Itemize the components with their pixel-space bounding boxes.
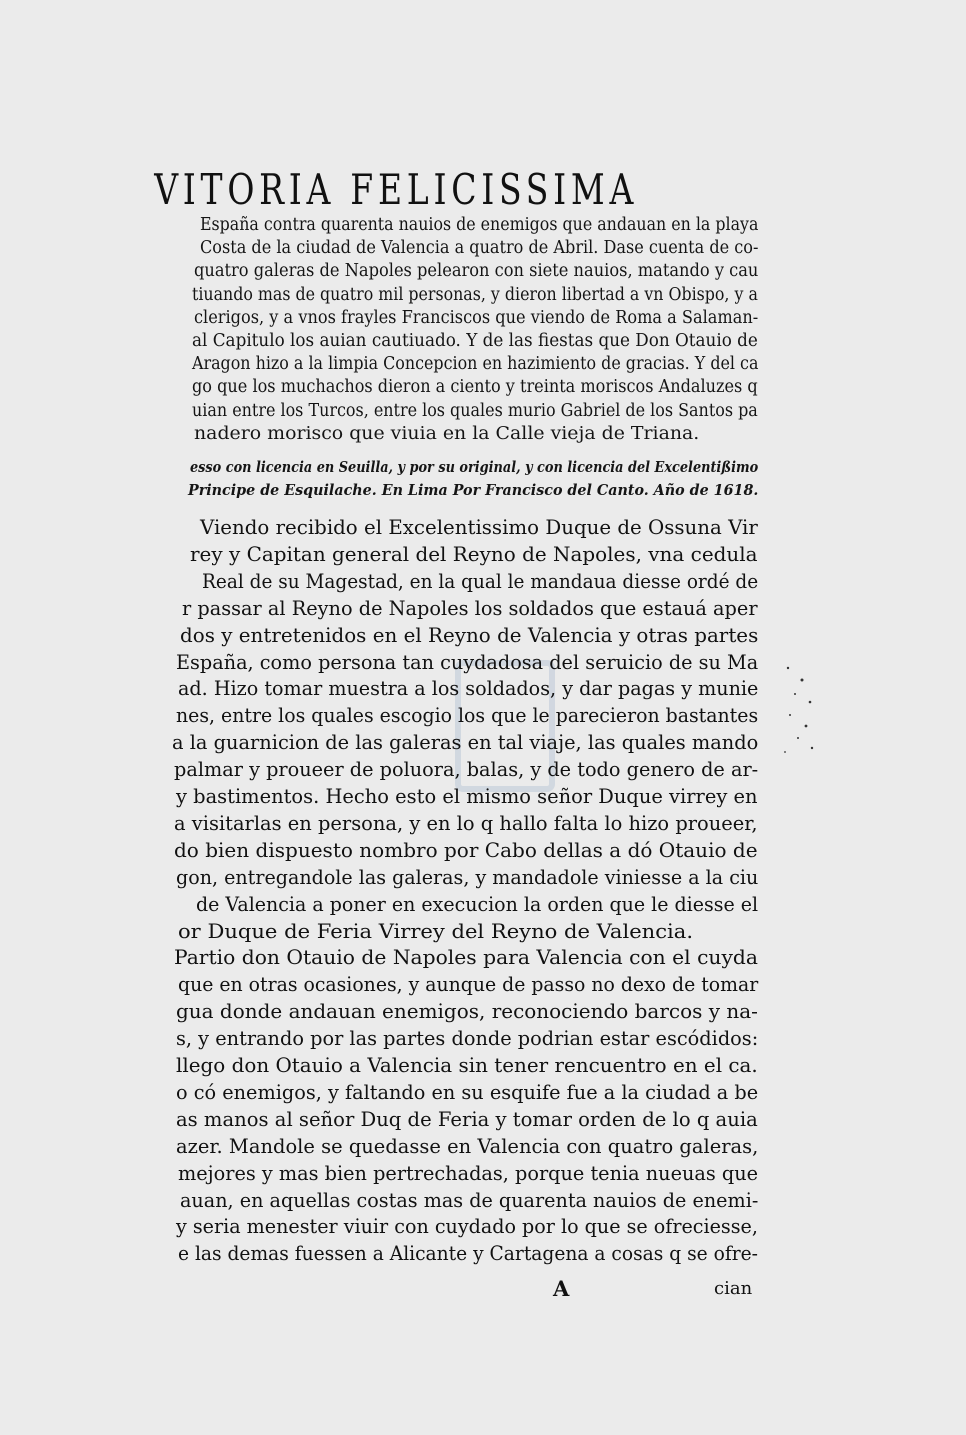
body-line: a visitarlas en persona, y en lo q hallo falta lo hizo proueer,: [174, 811, 758, 835]
body-line: or Duque de Feria Virrey del Reyno de Valencia.: [178, 919, 694, 943]
imprint-line: Principe de Esquilache. En Lima Por Francisco del Canto. Año de 1618.: [188, 482, 759, 499]
body-line: azer. Mandole se quedasse en Valencia con quatro galeras,: [176, 1134, 759, 1158]
imprint-line: esso con licencia en Seuilla, y por su original, y con licencia del Excelentißimo: [190, 459, 759, 476]
body-line: do bien dispuesto nombro por Cabo dellas a dó Otauio de: [174, 838, 758, 862]
body-line: ad. Hizo tomar muestra a los soldados, y dar pagas y munie: [178, 677, 759, 701]
body-line: o có enemigos, y faltando en su esquife fue a la ciudad a be: [176, 1080, 759, 1104]
body-line: Partio don Otauio de Napoles para Valencia con el cuyda: [174, 946, 758, 970]
catchword: cian: [714, 1278, 753, 1299]
body-line: auan, en aquellas costas mas de quarenta nauios de enemi-: [180, 1188, 759, 1212]
body-line: España, como persona tan cuydadosa del seruicio de su Ma: [176, 650, 759, 674]
body-line: gua donde andauan enemigos, reconociendo barcos y na-: [176, 1000, 758, 1024]
summary-line: Aragon hizo a la limpia Concepcion en hazimiento de gracias. Y del ca: [192, 354, 759, 375]
body-line: mejores y mas bien pertrechadas, porque tenia nueuas que: [178, 1161, 759, 1185]
body-line: gon, entregandole las galeras, y mandadole viniesse a la ciu: [176, 865, 759, 889]
body-line: y seria menester viuir con cuydado por lo que se ofreciesse,: [176, 1215, 758, 1239]
summary-line: clerigos, y a vnos frayles Franciscos que viendo de Roma a Salaman-: [194, 307, 759, 328]
body-line: de Valencia a poner en execucion la orden que le diesse el: [196, 892, 759, 916]
body-line: e las demas fuessen a Alicante y Cartagena a cosas q se ofre-: [178, 1242, 758, 1266]
summary-line: España contra quarenta nauios de enemigos que andauan en la playa: [200, 215, 759, 235]
summary-line: go que los muchachos dieron a ciento y treinta moriscos Andaluzes q: [192, 377, 758, 398]
body-line: palmar y proueer de poluora, balas, y de todo genero de ar-: [174, 758, 759, 782]
summary-line: Costa de la ciudad de Valencia a quatro de Abril. Dase cuenta de co-: [200, 238, 759, 259]
body-line: as manos al señor Duq de Feria y tomar orden de lo q auia: [176, 1107, 758, 1131]
body-line: dos y entretenidos en el Reyno de Valencia y otras partes: [180, 623, 759, 647]
body-line: y bastimentos. Hecho esto el mismo señor Duque virrey en: [176, 785, 758, 808]
body-line: que en otras ocasiones, y aunque de passo no dexo de tomar: [178, 973, 759, 997]
body-line: a la guarnicion de las galeras en tal viaje, las quales mando: [172, 731, 759, 755]
body-line: s, y entrando por las partes donde podrian estar escódidos:: [176, 1027, 759, 1051]
summary-line: uian entre los Turcos, entre los quales murio Gabriel de los Santos pa: [192, 400, 758, 421]
document-title: VITORIA FELICISSIMA: [154, 165, 639, 214]
body-line: rey y Capitan general del Reyno de Napoles, vna cedula: [190, 542, 758, 566]
summary-line: tiuando mas de quatro mil personas, y dieron libertad a vn Obispo, y a: [192, 284, 758, 305]
body-line: Viendo recibido el Excelentissimo Duque de Ossuna Vir: [200, 516, 758, 539]
body-line: llego don Otauio a Valencia sin tener rencuentro en el ca.: [176, 1054, 758, 1077]
body-line: nes, entre los quales escogio los que le parecieron bastantes: [176, 704, 759, 728]
body-line: Real de su Magestad, en la qual le mandaua diesse ordé de: [202, 569, 759, 593]
body-line: r passar al Reyno de Napoles los soldados que estauá aper: [182, 596, 758, 620]
margin-specks: [780, 660, 830, 760]
summary-line: al Capitulo los auian cautiuado. Y de las fiestas que Don Otauio de: [192, 331, 758, 351]
summary-line: quatro galeras de Napoles pelearon con siete nauios, matando y cau: [194, 261, 759, 282]
summary-line: nadero morisco que viuia en la Calle vieja de Triana.: [194, 423, 700, 444]
signature-mark: A: [553, 1276, 570, 1301]
